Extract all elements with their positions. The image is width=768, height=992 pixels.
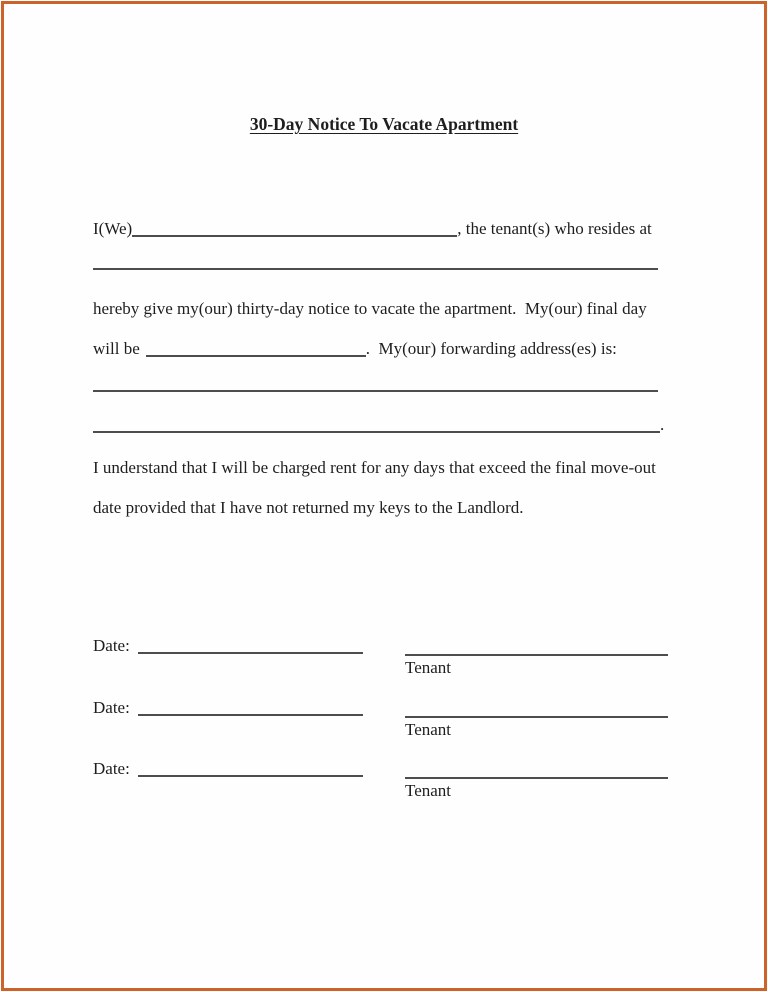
hereby-text: hereby give my(our) thirty-day notice to vacate the apartment. My(our) final day xyxy=(93,299,647,318)
signature-row xyxy=(93,697,670,741)
acknowledgement-line-2 xyxy=(93,495,524,521)
tenant-label: Tenant xyxy=(405,720,452,739)
date-blank-3[interactable] xyxy=(138,775,363,777)
address-terminator: . xyxy=(660,415,665,434)
document-title: 30-Day Notice To Vacate Apartment xyxy=(249,114,519,134)
tenant-label: Tenant xyxy=(405,658,452,677)
tenant-signature-blank-3[interactable] xyxy=(405,758,668,779)
tenant-signature-blank-1[interactable] xyxy=(405,635,668,656)
residence-address-blank[interactable] xyxy=(93,268,658,270)
will-be-line xyxy=(93,336,617,362)
forwarding-address-line-2 xyxy=(93,412,664,438)
forwarding-address-blank-1[interactable] xyxy=(93,390,658,392)
final-day-blank[interactable] xyxy=(146,355,366,357)
ack-text-2: date provided that I have not returned my keys to the Landlord. xyxy=(93,498,524,517)
will-be-prefix: will be xyxy=(93,339,140,358)
notice-document-page xyxy=(1,1,767,991)
date-blank-2[interactable] xyxy=(138,714,363,716)
intro-suffix: , the tenant(s) who resides at xyxy=(457,219,652,238)
date-label: Date: xyxy=(93,698,130,717)
tenant-name-blank[interactable] xyxy=(132,235,457,237)
acknowledgement-line-1 xyxy=(93,455,656,481)
hereby-line xyxy=(93,296,647,322)
date-blank-1[interactable] xyxy=(138,652,363,654)
forwarding-address-blank-2[interactable] xyxy=(93,431,660,433)
intro-prefix: I(We) xyxy=(93,219,133,238)
signature-row xyxy=(93,758,670,802)
will-be-suffix: . My(our) forwarding address(es) is: xyxy=(365,339,617,358)
date-label: Date: xyxy=(93,759,130,778)
tenant-label: Tenant xyxy=(405,781,452,800)
tenant-signature-blank-2[interactable] xyxy=(405,697,668,718)
date-label: Date: xyxy=(93,636,130,655)
signature-row xyxy=(93,635,670,679)
ack-text-1: I understand that I will be charged rent for any days that exceed the final move-out xyxy=(93,458,656,477)
intro-line xyxy=(93,216,652,242)
